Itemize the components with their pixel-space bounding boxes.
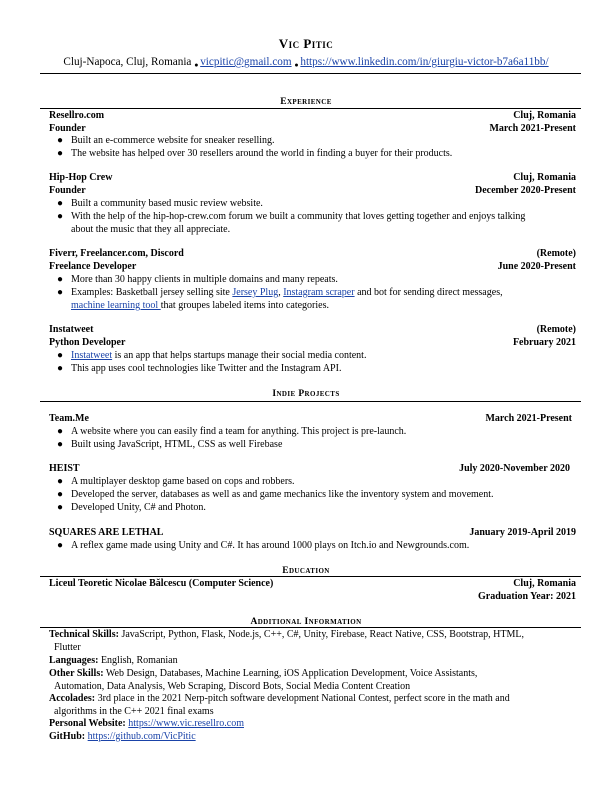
email-link[interactable]: vicpitic@gmail.com xyxy=(200,56,292,68)
section-divider xyxy=(40,108,581,109)
bullet-text: Built using JavaScript, HTML, CSS as well Firebase xyxy=(71,439,283,450)
project-name: Team.Me xyxy=(49,413,89,424)
instatweet-link[interactable]: Instatweet xyxy=(71,350,113,361)
bullet-icon: ● xyxy=(57,439,64,450)
section-title-education: Education xyxy=(282,566,330,576)
project-name: SQUARES ARE LETHAL xyxy=(49,527,164,538)
bullet-text: With the help of the hip-hop-crew.com forum we built a community that loves getting together and enjoys talking xyxy=(71,211,526,222)
date: February 2021 xyxy=(512,337,576,348)
bullet-icon: ● xyxy=(57,476,64,487)
bullet-separator-icon: ● xyxy=(194,61,201,69)
section-divider xyxy=(40,627,581,628)
bullet-icon: ● xyxy=(57,198,64,209)
bullet-text: A reflex game made using Unity and C#. It has around 1000 plays on Itch.io and Newgrounds.com. xyxy=(71,540,470,551)
text-fragment: and bot for sending direct messages, xyxy=(354,287,503,298)
bullet-icon: ● xyxy=(57,350,64,361)
date: June 2020-Present xyxy=(497,261,576,272)
info-value: 3rd place in the 2021 Nerp-pitch software development National Contest, perfect score in the math and xyxy=(95,693,510,704)
info-value-continued: Automation, Data Analysis, Web Scraping, Discord Bots, Social Media Content Creation xyxy=(54,680,411,692)
bullet-text: Developed Unity, C# and Photon. xyxy=(71,502,206,513)
bullet-icon: ● xyxy=(57,502,64,513)
bullet-text: The website has helped over 30 resellers around the world in finding a buyer for their products. xyxy=(71,148,453,159)
org-name: Instatweet xyxy=(49,324,94,335)
date: December 2020-Present xyxy=(475,185,576,196)
instagram-scraper-link[interactable]: Instagram scraper xyxy=(283,287,355,298)
bullet-text: More than 30 happy clients in multiple domains and many repeats. xyxy=(71,274,338,285)
info-label: Personal Website: xyxy=(49,718,126,729)
bullet-icon: ● xyxy=(57,489,64,500)
org-name: Resellro.com xyxy=(49,110,105,121)
resume-name: Vic Pitic xyxy=(278,36,334,51)
date: July 2020-November 2020 xyxy=(459,463,570,474)
bullet-text-continued: about the music that they all appreciate. xyxy=(71,224,231,235)
role: Founder xyxy=(49,185,86,196)
ml-tool-link[interactable]: machine learning tool xyxy=(71,300,161,311)
date: March 2021-Present xyxy=(485,413,572,424)
bullet-icon: ● xyxy=(57,426,64,437)
github-link[interactable]: https://github.com/VicPitic xyxy=(87,731,196,742)
linkedin-link[interactable]: https://www.linkedin.com/in/giurgiu-victor-b7a6a11bb/ xyxy=(300,56,549,68)
org-location: Cluj, Romania xyxy=(513,172,576,183)
bullet-icon: ● xyxy=(57,540,64,551)
bullet-icon: ● xyxy=(57,363,64,374)
bullet-text: Built an e-commerce website for sneaker reselling. xyxy=(71,135,275,146)
section-divider xyxy=(40,401,581,402)
info-value: English, Romanian xyxy=(98,655,178,666)
bullet-separator-icon: ● xyxy=(294,61,301,69)
info-label: GitHub xyxy=(49,731,82,742)
date: January 2019-April 2019 xyxy=(469,527,576,538)
accolades xyxy=(49,693,579,718)
org-location: Cluj, Romania xyxy=(513,110,576,121)
location: Cluj-Napoca, Cluj, Romania xyxy=(63,56,192,68)
info-label: Technical Skills: xyxy=(49,629,119,640)
bullet-text xyxy=(71,287,571,300)
role: Python Developer xyxy=(49,337,126,348)
info-label: Accolades: xyxy=(49,693,96,704)
personal-website-link[interactable]: https://www.vic.resellro.com xyxy=(128,718,244,729)
bullet-text-continued xyxy=(71,300,571,313)
contact-line xyxy=(0,56,612,68)
bullet-text: A multiplayer desktop game based on cops and robbers. xyxy=(71,476,295,487)
graduation-year: Graduation Year: 2021 xyxy=(478,591,576,602)
text-fragment: is an app that helps startups manage their social media content. xyxy=(112,350,367,361)
text-fragment: , xyxy=(278,287,284,298)
section-title-projects: Indie Projects xyxy=(272,389,340,399)
info-value: Web Design, Databases, Machine Learning, iOS Application Development, Voice Assistants, xyxy=(103,668,478,679)
other-skills xyxy=(49,668,579,693)
info-label: Languages: xyxy=(49,655,99,666)
info-label-separator: : xyxy=(81,731,88,742)
header-divider xyxy=(40,73,581,74)
bullet-icon: ● xyxy=(57,211,64,222)
org-name: Hip-Hop Crew xyxy=(49,172,113,183)
personal-website xyxy=(49,718,579,731)
school-name: Liceul Teoretic Nicolae Bălcescu (Computer Science) xyxy=(49,578,274,589)
info-value-continued: Flutter xyxy=(54,641,81,653)
bullet-icon: ● xyxy=(57,287,64,298)
bullet-text: Built a community based music review website. xyxy=(71,198,263,209)
jersey-plug-link[interactable]: Jersey Plug xyxy=(232,287,279,298)
project-name: HEIST xyxy=(49,463,80,474)
text-fragment: Examples: Basketball jersey selling site xyxy=(71,287,233,298)
info-value-continued: algorithms in the C++ 2021 final exams xyxy=(54,705,214,717)
section-title-additional: Additional Information xyxy=(250,617,362,627)
github xyxy=(49,731,579,744)
bullet-text: A website where you can easily find a team for anything. This project is pre-launch. xyxy=(71,426,407,437)
text-fragment: that groupes labeled items into categories. xyxy=(160,300,329,311)
org-location: (Remote) xyxy=(536,248,576,259)
date: March 2021-Present xyxy=(489,123,576,134)
info-label: Other Skills: xyxy=(49,668,104,679)
info-value: JavaScript, Python, Flask, Node.js, C++, C#, Unity, Firebase, React Native, CSS, Bootstrap, HTML, xyxy=(118,629,524,640)
languages xyxy=(49,655,579,668)
role: Founder xyxy=(49,123,86,134)
technical-skills xyxy=(49,629,579,654)
bullet-text: Developed the server, databases as well as and game mechanics like the inventory system and movement. xyxy=(71,489,494,500)
bullet-text xyxy=(71,350,571,363)
org-location: (Remote) xyxy=(536,324,576,335)
bullet-icon: ● xyxy=(57,148,64,159)
bullet-text: This app uses cool technologies like Twitter and the Instagram API. xyxy=(71,363,342,374)
role: Freelance Developer xyxy=(49,261,137,272)
org-name: Fiverr, Freelancer.com, Discord xyxy=(49,248,184,259)
section-divider xyxy=(40,576,581,577)
school-location: Cluj, Romania xyxy=(513,578,576,589)
section-title-experience: Experience xyxy=(280,97,332,107)
bullet-icon: ● xyxy=(57,274,64,285)
bullet-icon: ● xyxy=(57,135,64,146)
